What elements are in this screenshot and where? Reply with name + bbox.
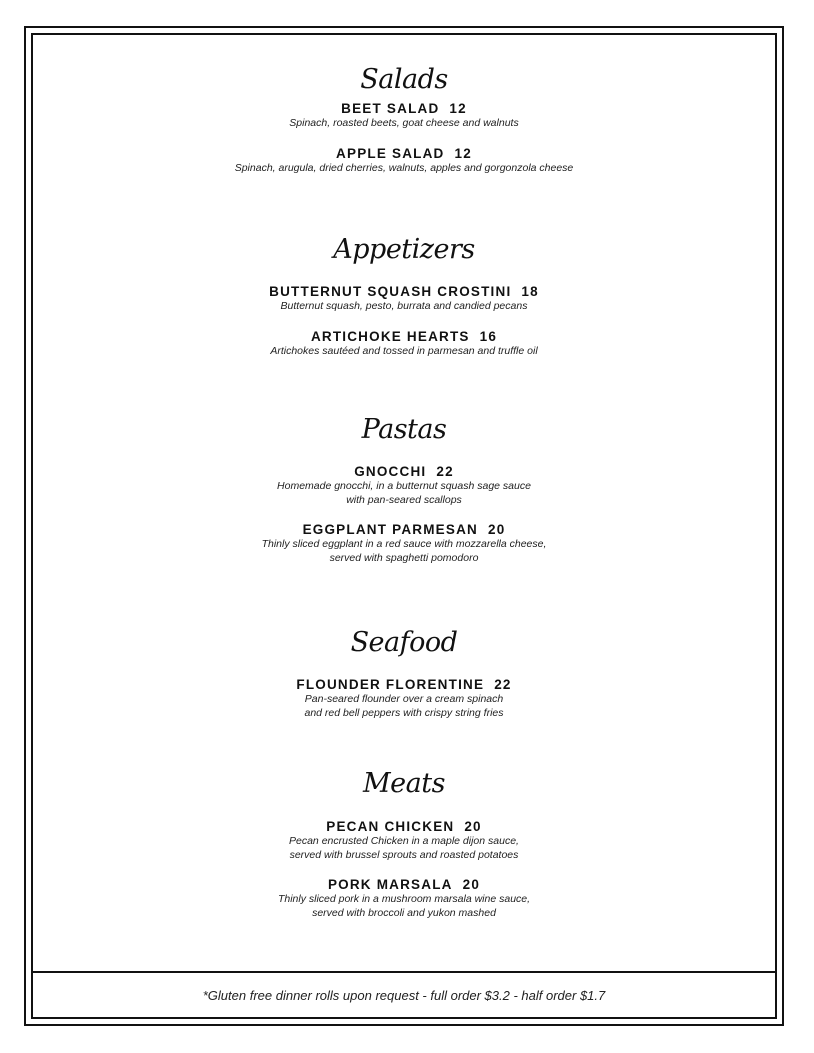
item-name: BUTTERNUT SQUASH CROSTINI xyxy=(269,284,512,299)
item-price: 16 xyxy=(479,328,498,344)
item-name-line xyxy=(33,463,775,480)
item-name: PORK MARSALA xyxy=(327,877,453,892)
item-price: 18 xyxy=(521,284,539,299)
item-description: Thinly sliced eggplant in a red sauce with mozzarella cheese, xyxy=(261,538,547,550)
item-name: FLOUNDER FLORENTINE xyxy=(296,677,485,692)
section-meats xyxy=(33,767,775,920)
section-pastas xyxy=(33,413,775,565)
item-price: 12 xyxy=(454,145,472,161)
item-name-line xyxy=(33,818,775,835)
item-description: Artichokes sautéed and tossed in parmesan and truffle oil xyxy=(270,344,538,357)
item-price: 20 xyxy=(487,522,506,537)
item-description: Pan-seared flounder over a cream spinach xyxy=(304,693,504,705)
section-seafood xyxy=(33,626,775,720)
item-description: and red bell peppers with crispy string fries xyxy=(304,706,504,719)
item-name-line xyxy=(33,676,775,693)
item-description: Thinly sliced pork in a mushroom marsala wine sauce, xyxy=(277,893,531,905)
item-description: Pecan encrusted Chicken in a maple dijon sauce, xyxy=(289,835,519,847)
item-name-line xyxy=(33,328,775,345)
item-name-line xyxy=(33,283,775,300)
item-name-line xyxy=(33,100,775,117)
section-appetizers xyxy=(33,233,775,358)
footer-divider xyxy=(31,971,777,973)
section-salads xyxy=(33,63,775,175)
item-description: served with spaghetti pomodoro xyxy=(329,551,479,564)
menu-item xyxy=(33,100,775,131)
item-description: Homemade gnocchi, in a butternut squash sage sauce xyxy=(277,480,531,492)
item-description: Spinach, arugula, dried cherries, walnuts, apples and gorgonzola cheese xyxy=(234,161,574,174)
item-price: 20 xyxy=(464,819,482,834)
section-title: Appetizers xyxy=(333,234,475,265)
footer-note: *Gluten free dinner rolls upon request - full order $3.2 - half order $1.7 xyxy=(202,988,606,1003)
item-price: 22 xyxy=(494,677,512,692)
item-name-line xyxy=(33,145,775,162)
menu-item xyxy=(33,328,775,359)
item-description: served with broccoli and yukon mashed xyxy=(312,906,496,919)
item-price: 12 xyxy=(449,101,467,116)
item-description: served with brussel sprouts and roasted potatoes xyxy=(289,848,519,861)
menu-item xyxy=(33,818,775,862)
item-description: with pan-seared scallops xyxy=(346,493,462,506)
section-title: Salads xyxy=(360,64,448,95)
section-title: Meats xyxy=(363,768,445,799)
item-name: BEET SALAD xyxy=(341,101,440,116)
item-description: Spinach, roasted beets, goat cheese and walnuts xyxy=(289,117,519,129)
item-description: Butternut squash, pesto, burrata and candied pecans xyxy=(280,300,528,312)
section-title: Pastas xyxy=(361,414,447,445)
item-name: APPLE SALAD xyxy=(336,145,445,161)
item-price: 22 xyxy=(436,464,454,479)
item-name-line xyxy=(33,521,775,538)
section-title: Seafood xyxy=(350,627,458,658)
menu-item xyxy=(33,463,775,507)
item-name: GNOCCHI xyxy=(354,464,427,479)
item-price: 20 xyxy=(462,877,481,892)
menu-item xyxy=(33,521,775,565)
item-name: EGGPLANT PARMESAN xyxy=(302,522,478,537)
item-name: ARTICHOKE HEARTS xyxy=(310,328,470,344)
menu-item xyxy=(33,676,775,720)
item-name-line xyxy=(33,876,775,893)
menu-item xyxy=(33,876,775,920)
item-name: PECAN CHICKEN xyxy=(326,819,455,834)
menu-item xyxy=(33,283,775,314)
menu-item xyxy=(33,145,775,176)
